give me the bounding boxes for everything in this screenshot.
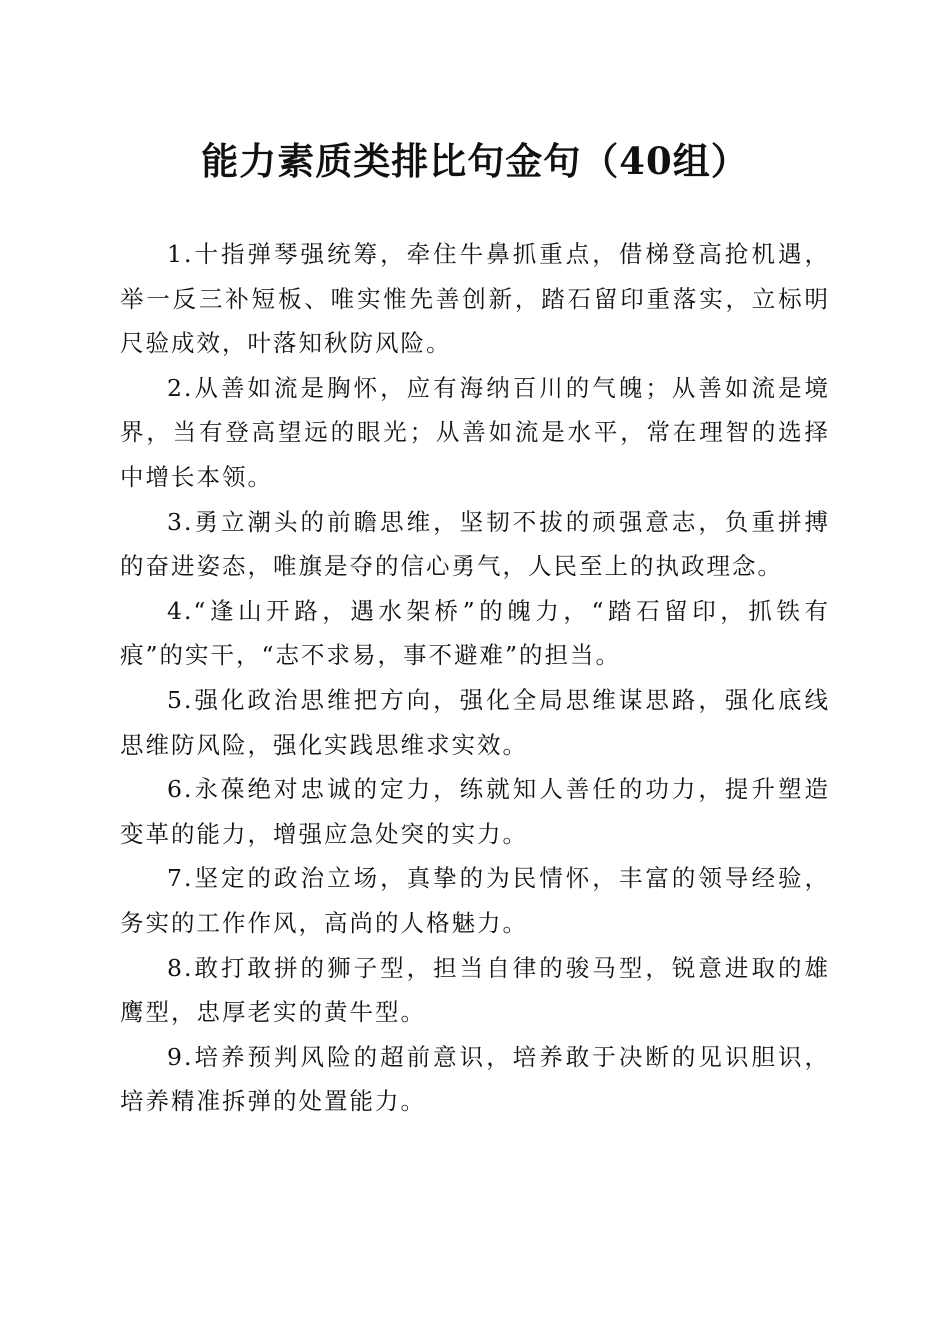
paragraph-9: 9.培养预判风险的超前意识，培养敢于决断的见识胆识，培养精准拆弹的处置能力。	[120, 1042, 830, 1116]
paragraph-4: 4.“逢山开路，遇水架桥”的魄力，“踏石留印，抓铁有痕”的实干，“志不求易，事不避难”的担当。	[120, 596, 830, 670]
paragraph-6: 6.永葆绝对忠诚的定力，练就知人善任的功力，提升塑造变革的能力，增强应急处突的实力。	[120, 775, 830, 848]
paragraph-3: 3.勇立潮头的前瞻思维，坚韧不拔的顽强意志，负重拼搏的奋进姿态，唯旗是夺的信心勇气，人民至上的执政理念。	[120, 507, 830, 581]
paragraph-7: 7.坚定的政治立场，真挚的为民情怀，丰富的领导经验，务实的工作作风，高尚的人格魅力。	[120, 864, 830, 937]
paragraph-5: 5.强化政治思维把方向，强化全局思维谋思路，强化底线思维防风险，强化实践思维求实效。	[120, 685, 830, 759]
document-title: 能力素质类排比句金句（40组）	[201, 139, 749, 183]
document-body	[120, 232, 830, 1124]
paragraph-8: 8.敢打敢拼的狮子型，担当自律的骏马型，锐意进取的雄鹰型，忠厚老实的黄牛型。	[120, 953, 830, 1027]
paragraph-2: 2.从善如流是胸怀，应有海纳百川的气魄；从善如流是境界，当有登高望远的眼光；从善如流是水平，常在理智的选择中增长本领。	[120, 373, 830, 491]
paragraph-1: 1.十指弹琴强统筹，牵住牛鼻抓重点，借梯登高抢机遇，举一反三补短板、唯实惟先善创新，踏石留印重落实，立标明尺验成效，叶落知秋防风险。	[120, 240, 830, 358]
